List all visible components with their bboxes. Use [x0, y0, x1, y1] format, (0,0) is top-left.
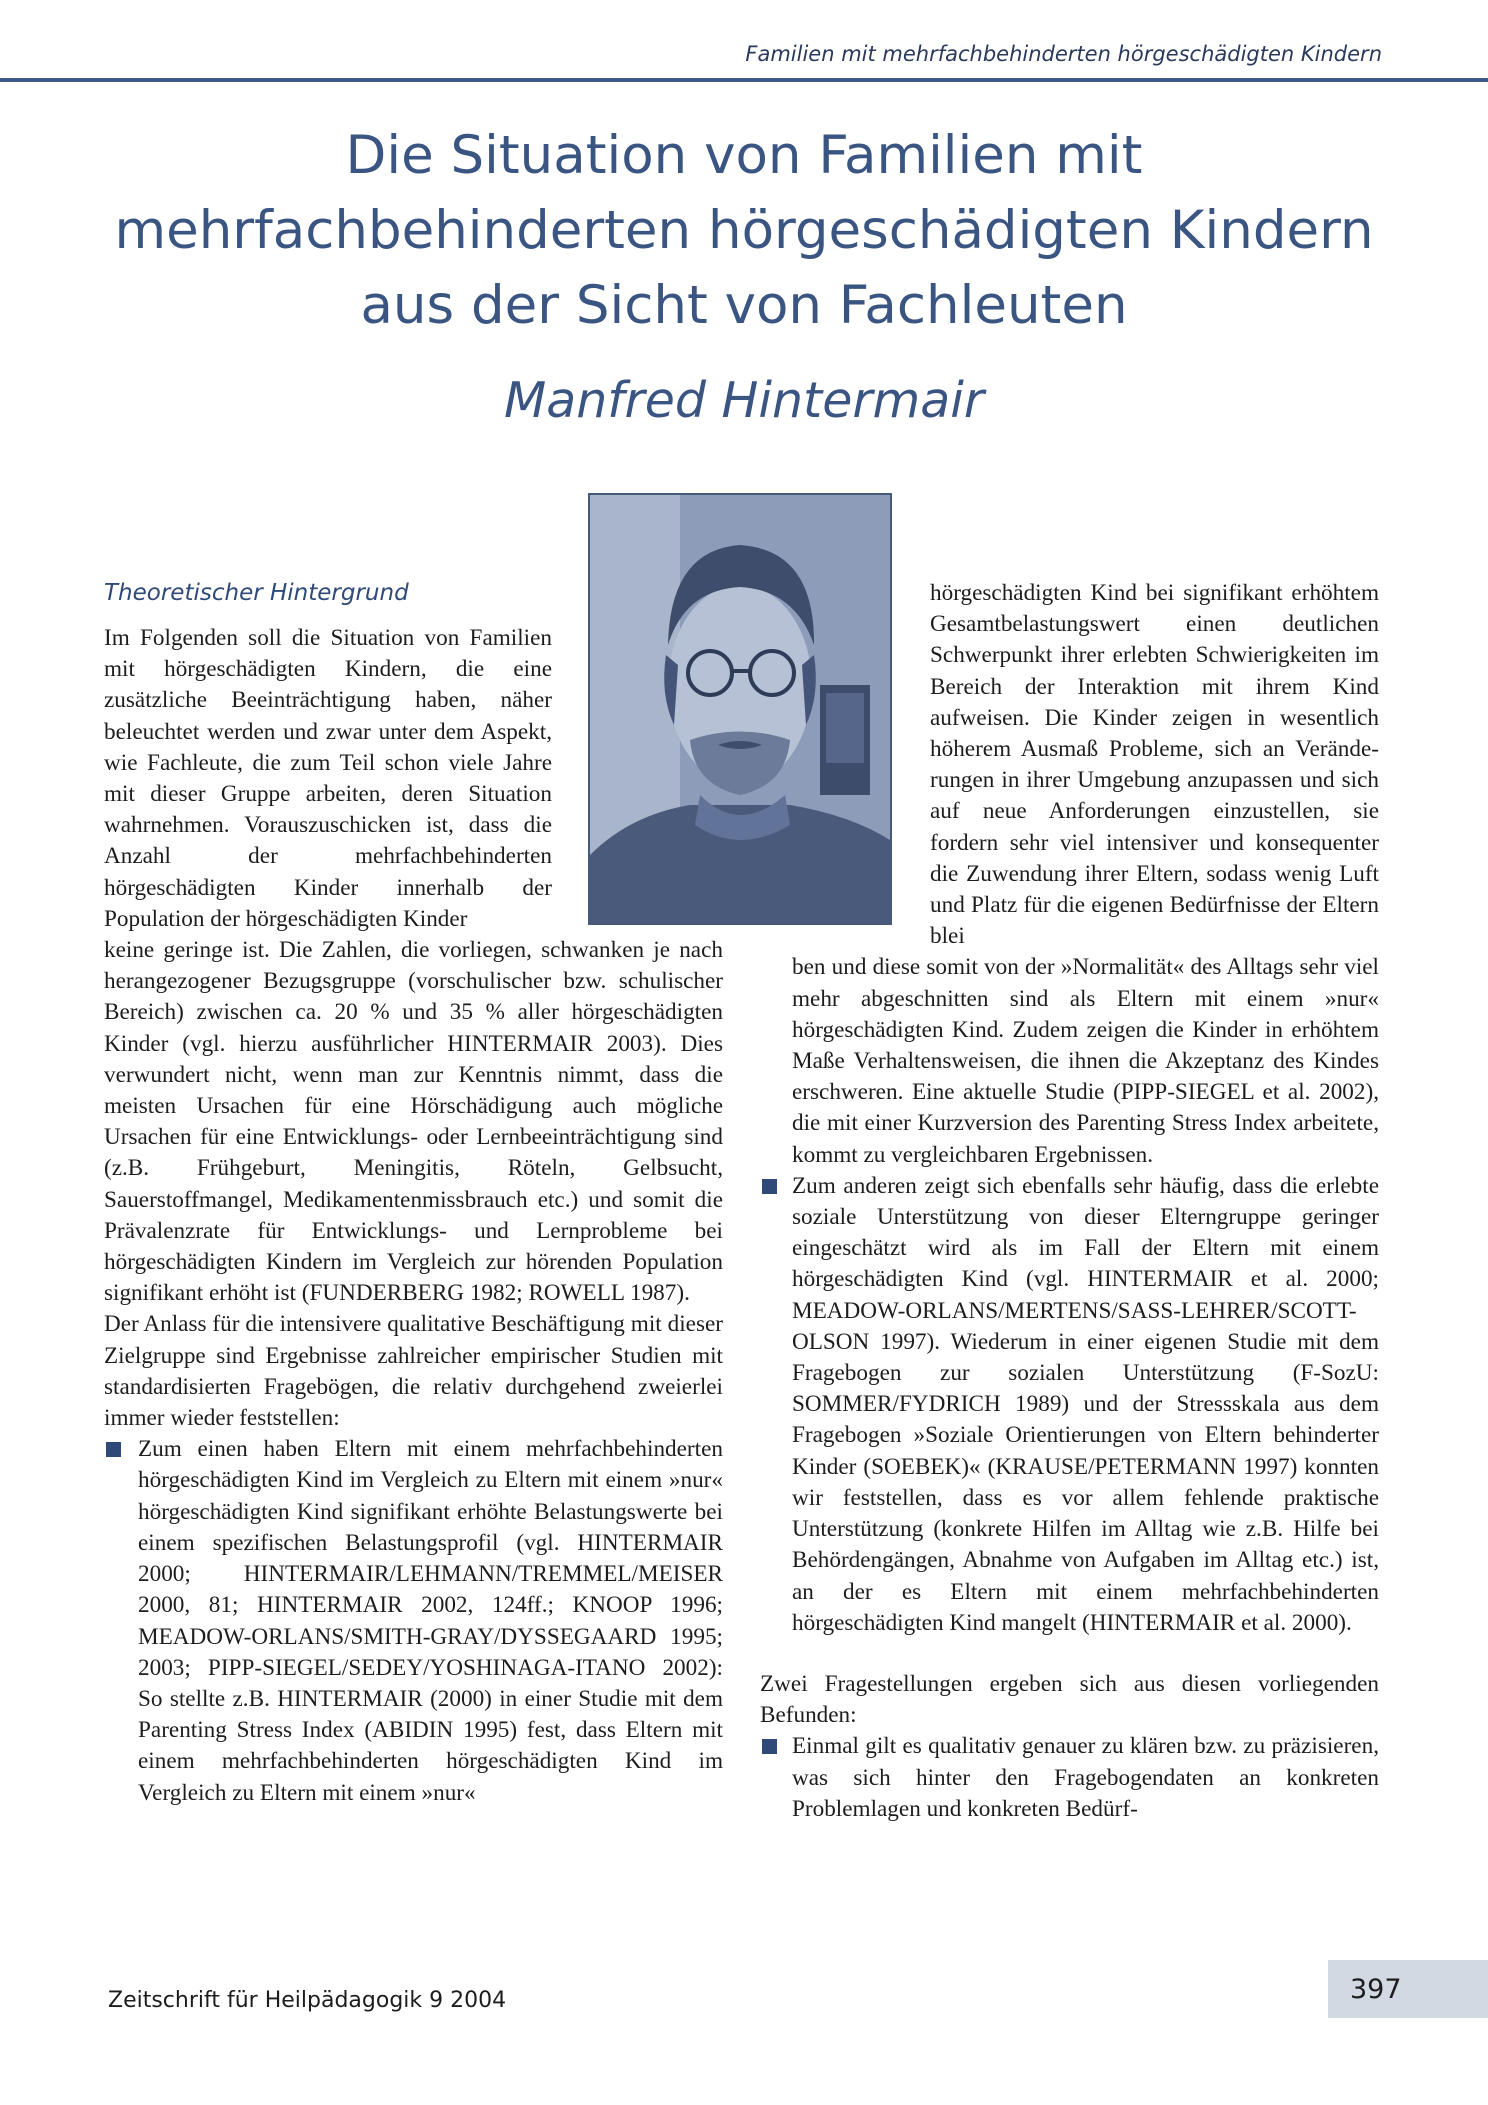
list-item — [760, 1731, 1379, 1825]
list-item-text: Zum einen haben Eltern mit einem mehrfachbehinderten hörgeschädigten Kind im Vergleich zu Eltern mit einem »nur« hörgeschädigten Kind signifikant erhöhte Belastungswerte bei einem spezifischen Belastungsprofil (vgl. HINTERMAIR 2000; HINTERMAIR/LEHMANN/TREMMEL/MEISER 2000, 81; HINTERMAIR 2002, 124ff.; KNOOP 1996; MEADOW-ORLANS/SMITH-GRAY/DYSSEGAARD 1995; 2003; PIPP-SIEGEL/SEDEY/YOSHINAGA-ITANO 2002): So stellte z.B. HINTERMAIR (2000) in einer Studie mit dem Parenting Stress Index (ABIDIN 1995) fest, dass Eltern mit einem mehrfachbehinderten hörgeschädigten Kind im Vergleich zu Eltern mit einem »nur« — [138, 1436, 723, 1806]
journal-footer: Zeitschrift für Heilpädagogik 9 2004 — [108, 1988, 507, 2013]
page-number-box — [1328, 1960, 1488, 2018]
list-item-text: Zum anderen zeigt sich ebenfalls sehr häufig, dass die erlebte soziale Unterstützung von dieser Elterngruppe geringer eingeschätzt wird als im Fall der Eltern mit einem hörgeschädigten Kind (vgl. HINTERMAIR et al. 2000; MEADOW-ORLANS/MERTENS/SASS-LEHRER/SCOTT-OLSON 1997). Wiederum in einer eigenen Studie mit dem Fragebogen zur sozialen Unterstützung (F-SozU: SOMMER/FYDRICH 1989) und der Stressskala aus dem Fragebogen »Soziale Orientierungen von Eltern behinderter Kinder (SOEBEK)« (KRAUSE/PETERMANN 1997) konnten wir feststellen, dass es vor allem fehlende praktische Unterstützung (konkrete Hilfen im Alltag wie z.B. Hilfe bei Behördengängen, Abnahme von Aufgaben im Alltag etc.) ist, an der es Eltern mit einem mehrfachbehinderten hörgeschädigten Kind mangelt (HINTERMAIR et al. 2000). — [792, 1172, 1379, 1636]
square-bullet-icon — [762, 1739, 777, 1754]
left-column — [104, 578, 723, 1809]
square-bullet-icon — [106, 1442, 121, 1457]
article-title: Die Situation von Familien mit mehrfachbehinderten hörgeschädigten Kindern aus der Sicht von Fachleuten — [114, 125, 1374, 336]
square-bullet-icon — [762, 1179, 777, 1194]
bullet-list — [104, 1434, 723, 1808]
right-wrapped-text — [930, 578, 1379, 952]
paragraph: Im Folgenden soll die Situation von Familien mit hörgeschädigten Kindern, die eine zusätzliche Beeinträchtigung haben, näher beleuchtet werden und zwar unter dem Aspekt, wie Fachleute, die zum Teil schon viele Jahre mit dieser Gruppe arbeiten, deren Situation wahrnehmen. Vorauszuschicken ist, dass die Anzahl der mehrfachbehinderten hörgeschädigten Kinder innerhalb der Population der hörgeschädigten Kinder — [104, 625, 552, 932]
bullet-list — [760, 952, 1379, 1638]
bullet-list — [760, 1731, 1379, 1825]
paragraph: keine geringe ist. Die Zahlen, die vorliegen, schwanken je nach herangezogener Bezugsgruppe (vorschulischer bzw. schulischer Bereich) zwischen ca. 20 % und 35 % aller hörgeschädigten Kinder (vgl. hierzu ausführlicher HINTERMAIR 2003). Dies verwundert nicht, wenn man zur Kenntnis nimmt, dass die meisten Ursachen für eine Hörschädigung auch mögliche Ursachen für eine Entwicklungs- oder Lernbeeinträchtigung sind (z.B. Frühgeburt, Meningitis, Röteln, Gelbsucht, Sauerstoffmangel, Medikamentenmissbrauch etc.) und somit die Prävalenzrate für Entwicklungs- und Lernprobleme bei hörgeschädigten Kindern im Vergleich zur hörenden Population signifikant erhöht ist (FUNDERBERG 1982; ROWELL 1987). — [104, 937, 723, 1307]
section-heading: Theoretischer Hintergrund — [104, 580, 409, 606]
list-continuation: hörgeschädigten Kind bei signifikant erhöhtem Gesamtbelastungswert einen deutlichen Schwerpunkt ihrer erlebten Schwierigkeiten im Bereich der Interaktion mit ihrem Kind aufweisen. Die Kinder zeigen in wesentlich höherem Ausmaß Probleme, sich an Veränderungen in ihrer Umgebung anzupassen und sich auf neue Anforderungen einzustellen, sie fordern sehr viel intensiver und konsequenter die Zuwendung ihrer Eltern, sodass wenig Luft und Platz für die eigenen Bedürfnisse der Eltern blei — [930, 580, 1379, 950]
paragraph: Zwei Fragestellungen ergeben sich aus diesen vorliegenden Befunden: — [760, 1670, 1379, 1729]
paragraph-gap — [760, 1639, 1379, 1669]
left-wrapped-text — [104, 623, 552, 935]
paragraph: Der Anlass für die intensivere qualitative Beschäftigung mit dieser Zielgruppe sind Ergebnisse zahlreicher empirischer Studien mit standardisierten Fragebögen, die relativ durchgehend zweierlei immer wieder feststellen: — [104, 1311, 723, 1432]
author-name: Manfred Hintermair — [503, 372, 985, 429]
list-item — [760, 1171, 1379, 1639]
right-column — [760, 578, 1379, 1825]
page-number: 397 — [1350, 1974, 1402, 2005]
list-item-text: Einmal gilt es qualitativ genauer zu klären bzw. zu präzisieren, was sich hinter den Fragebogendaten an konkreten Problemlagen und konkreten Bedürf- — [792, 1733, 1379, 1822]
list-item-text: ben und diese somit von der »Normalität« des Alltags sehr viel mehr abgeschnitten sind als Eltern mit einem »nur« hörgeschädigten Kind. Zudem zeigen die Kinder in erhöhtem Maße Verhaltensweisen, die ihnen die Akzeptanz des Kindes erschweren. Eine aktuelle Studie (PIPP-SIEGEL et al. 2002), die mit einer Kurzversion des Parenting Stress Index arbeitete, kommt zu vergleichbaren Ergebnissen. — [792, 954, 1379, 1168]
list-item — [104, 1434, 723, 1808]
list-item-continued — [760, 952, 1379, 1170]
header-rule — [0, 78, 1488, 82]
running-head: Familien mit mehrfachbehinderten hörgeschädigten Kindern — [745, 42, 1382, 66]
